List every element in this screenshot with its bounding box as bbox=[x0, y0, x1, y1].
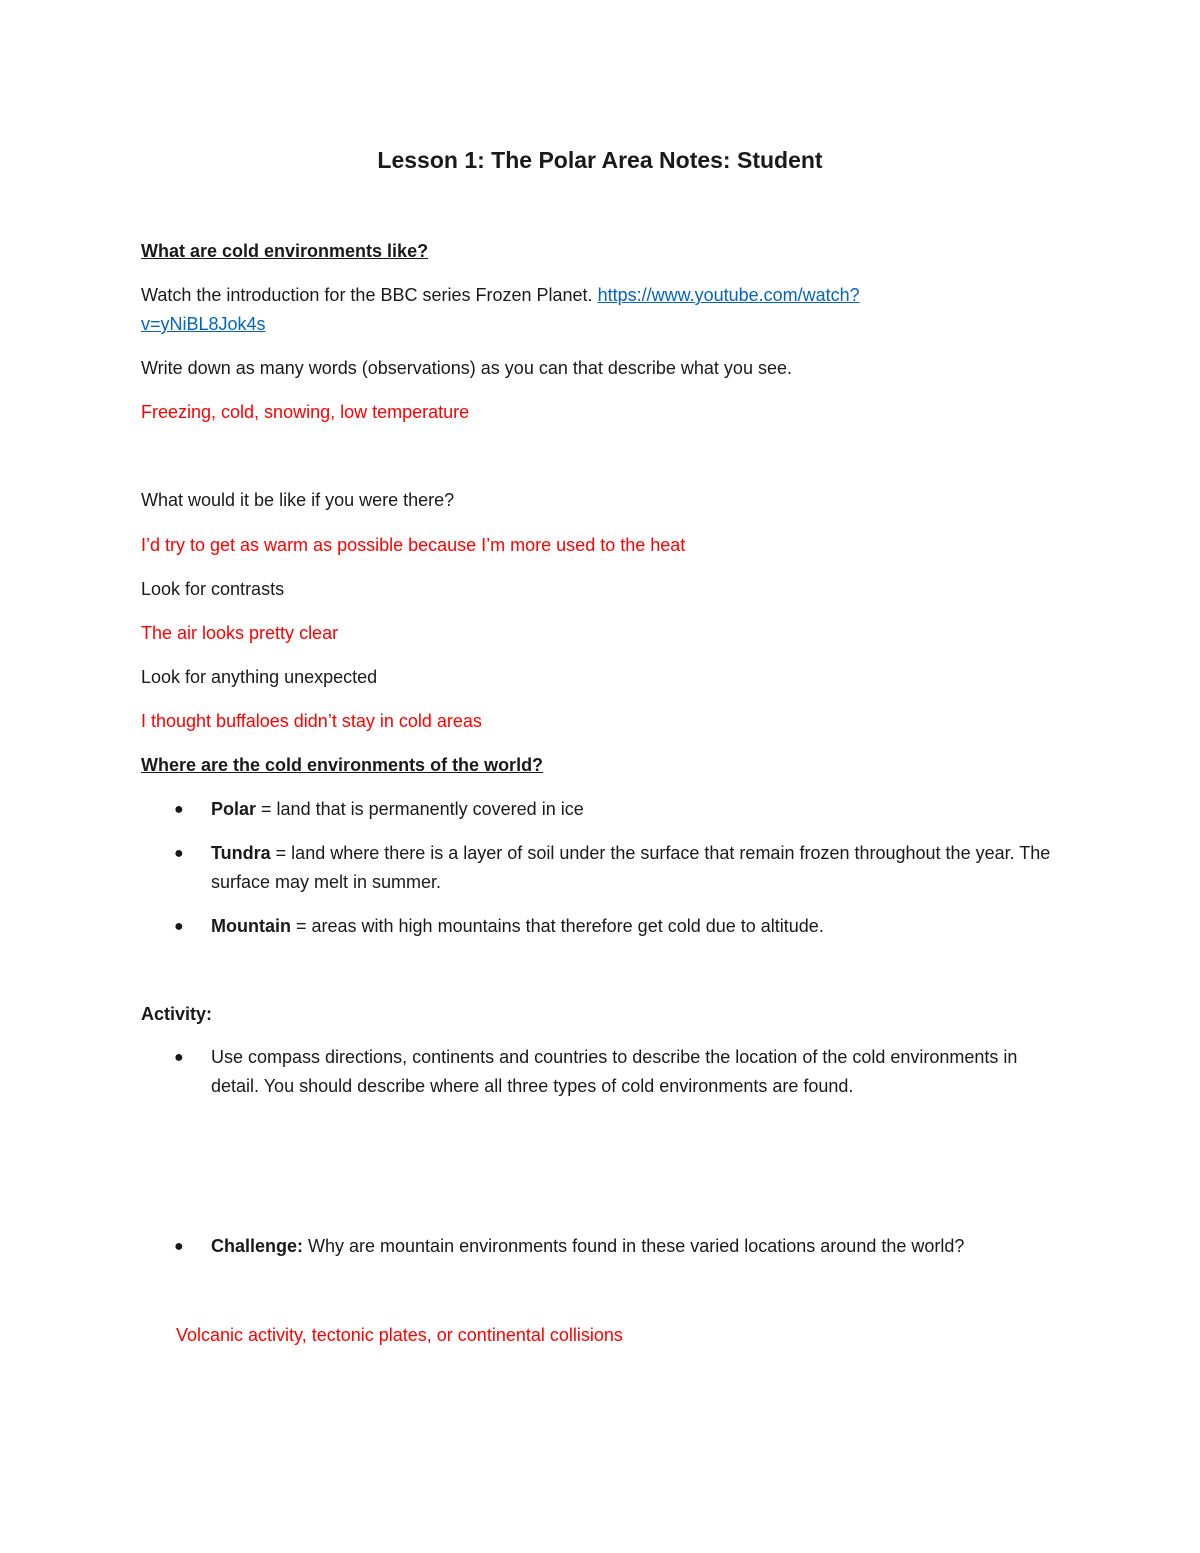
section-heading-cold-environments: What are cold environments like? bbox=[141, 241, 429, 261]
intro-line bbox=[141, 281, 860, 310]
intro-text: Watch the introduction for the BBC series Frozen Planet. bbox=[141, 285, 593, 305]
term-polar: Polar bbox=[211, 799, 257, 819]
prompt-if-there: What would it be like if you were there? bbox=[141, 490, 455, 510]
list-item-tundra bbox=[211, 839, 1071, 897]
bullet-icon: ● bbox=[174, 801, 184, 818]
video-link[interactable]: https://www.youtube.com/watch? bbox=[597, 285, 860, 305]
answer-observations: Freezing, cold, snowing, low temperature bbox=[141, 402, 470, 422]
term-mountain: Mountain bbox=[211, 916, 291, 936]
prompt-observations: Write down as many words (observations) as you can that describe what you see. bbox=[141, 358, 792, 378]
activity-label: Activity: bbox=[141, 1004, 213, 1024]
challenge-item bbox=[211, 1232, 1071, 1261]
challenge-text: Why are mountain environments found in these varied locations around the world? bbox=[303, 1236, 965, 1256]
intro-link-continued bbox=[141, 310, 266, 339]
list-item-mountain bbox=[211, 912, 1071, 941]
answer-contrasts: The air looks pretty clear bbox=[141, 623, 339, 643]
bullet-icon: ● bbox=[174, 1049, 184, 1066]
definition-mountain: = areas with high mountains that therefore get cold due to altitude. bbox=[290, 916, 824, 936]
bullet-icon: ● bbox=[174, 918, 184, 935]
definition-tundra: = land where there is a layer of soil under the surface that remain frozen throughout the year. The surface may melt in summer. bbox=[211, 843, 1051, 892]
challenge-term: Challenge: bbox=[211, 1236, 304, 1256]
section-heading-where: Where are the cold environments of the world? bbox=[141, 755, 544, 775]
video-link-continued[interactable]: v=yNiBL8Jok4s bbox=[141, 314, 266, 334]
definition-polar: = land that is permanently covered in ice bbox=[256, 799, 584, 819]
list-item-polar bbox=[211, 795, 1071, 824]
prompt-unexpected: Look for anything unexpected bbox=[141, 667, 378, 687]
bullet-icon: ● bbox=[174, 1238, 184, 1255]
answer-if-there: I’d try to get as warm as possible because I’m more used to the heat bbox=[141, 535, 686, 555]
page-title: Lesson 1: The Polar Area Notes: Student bbox=[377, 147, 823, 173]
term-tundra: Tundra bbox=[211, 843, 271, 863]
bullet-icon: ● bbox=[174, 845, 184, 862]
prompt-contrasts: Look for contrasts bbox=[141, 579, 285, 599]
challenge-answer: Volcanic activity, tectonic plates, or continental collisions bbox=[176, 1325, 623, 1345]
activity-item: Use compass directions, continents and countries to describe the location of the cold environments in detail. You should describe where all three types of cold environments are found. bbox=[211, 1047, 1018, 1096]
answer-unexpected: I thought buffaloes didn’t stay in cold areas bbox=[141, 711, 482, 731]
